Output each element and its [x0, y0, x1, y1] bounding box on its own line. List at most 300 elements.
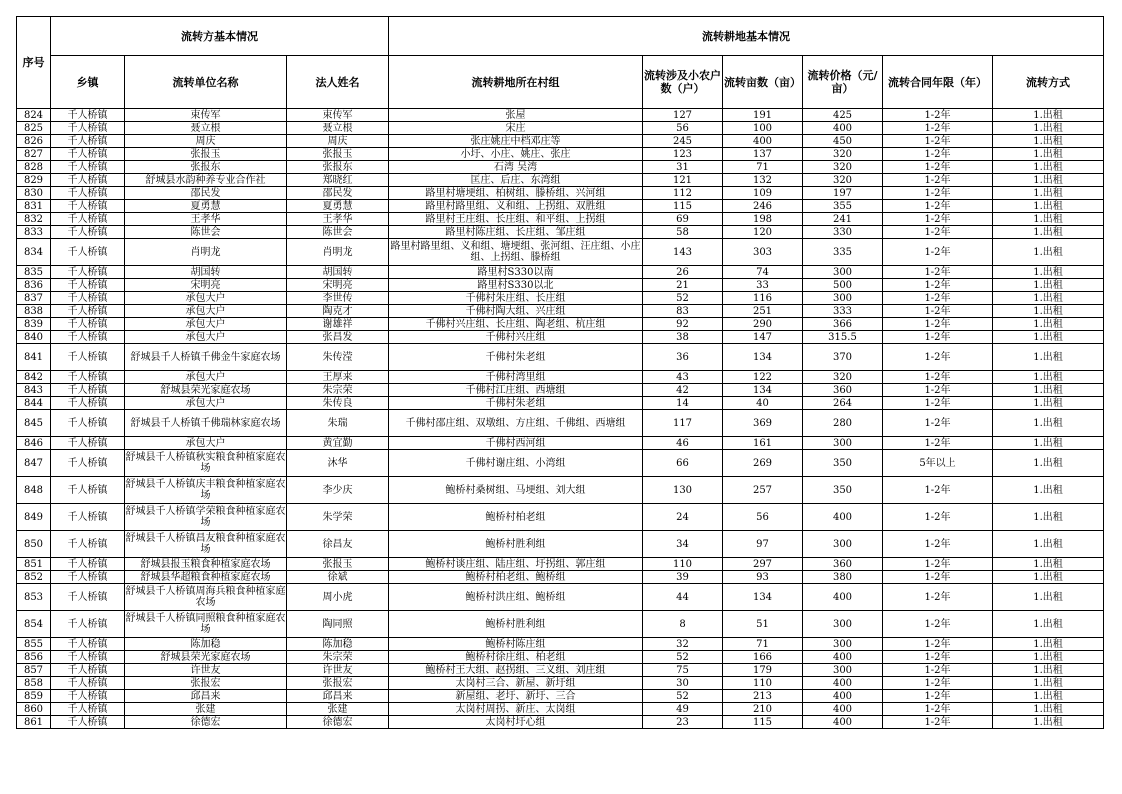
cell-term: 1-2年	[883, 677, 993, 690]
cell-term: 1-2年	[883, 690, 993, 703]
cell-term: 1-2年	[883, 611, 993, 638]
cell-unit-name: 承包大户	[125, 331, 287, 344]
cell-village-group: 千佛村朱老组	[389, 344, 643, 371]
cell-seq: 861	[17, 716, 51, 729]
cell-unit-name: 承包大户	[125, 305, 287, 318]
cell-legal-person: 许世友	[287, 664, 389, 677]
cell-township: 千人桥镇	[51, 148, 125, 161]
cell-village-group: 张庄姚庄中档邓庄等	[389, 135, 643, 148]
cell-unit-name: 舒城县报玉粮食种植家庭农场	[125, 558, 287, 571]
cell-village-group: 千佛村朱庄组、长庄组	[389, 292, 643, 305]
cell-legal-person: 张报玉	[287, 558, 389, 571]
table-row	[17, 305, 1104, 318]
cell-method: 1.出租	[993, 477, 1104, 504]
cell-seq: 858	[17, 677, 51, 690]
cell-price: 197	[803, 187, 883, 200]
cell-village-group: 千佛村西河组	[389, 437, 643, 450]
cell-price: 264	[803, 397, 883, 410]
cell-method: 1.出租	[993, 664, 1104, 677]
cell-method: 1.出租	[993, 279, 1104, 292]
table-row	[17, 187, 1104, 200]
cell-village-group: 宋庄	[389, 122, 643, 135]
cell-area: 97	[723, 531, 803, 558]
cell-method: 1.出租	[993, 148, 1104, 161]
table-row	[17, 664, 1104, 677]
cell-township: 千人桥镇	[51, 651, 125, 664]
cell-unit-name: 承包大户	[125, 371, 287, 384]
cell-households: 46	[643, 437, 723, 450]
table-row	[17, 716, 1104, 729]
cell-township: 千人桥镇	[51, 371, 125, 384]
cell-township: 千人桥镇	[51, 437, 125, 450]
table-row	[17, 161, 1104, 174]
cell-seq: 860	[17, 703, 51, 716]
cell-village-group: 千佛村江庄组、西塘组	[389, 384, 643, 397]
cell-township: 千人桥镇	[51, 200, 125, 213]
cell-households: 121	[643, 174, 723, 187]
cell-area: 297	[723, 558, 803, 571]
cell-method: 1.出租	[993, 716, 1104, 729]
cell-unit-name: 王孝华	[125, 213, 287, 226]
cell-term: 1-2年	[883, 437, 993, 450]
cell-method: 1.出租	[993, 187, 1104, 200]
cell-township: 千人桥镇	[51, 504, 125, 531]
cell-method: 1.出租	[993, 450, 1104, 477]
cell-term: 1-2年	[883, 161, 993, 174]
cell-township: 千人桥镇	[51, 558, 125, 571]
cell-seq: 845	[17, 410, 51, 437]
table-row	[17, 690, 1104, 703]
cell-area: 134	[723, 384, 803, 397]
table-row	[17, 410, 1104, 437]
cell-township: 千人桥镇	[51, 122, 125, 135]
cell-households: 43	[643, 371, 723, 384]
table-row	[17, 531, 1104, 558]
cell-unit-name: 舒城县千人桥镇秋实粮食种植家庭农场	[125, 450, 287, 477]
cell-unit-name: 舒城县华超粮食种植家庭农场	[125, 571, 287, 584]
cell-area: 251	[723, 305, 803, 318]
cell-village-group: 匡庄、后庄、东湾组	[389, 174, 643, 187]
cell-township: 千人桥镇	[51, 331, 125, 344]
cell-method: 1.出租	[993, 638, 1104, 651]
cell-term: 1-2年	[883, 344, 993, 371]
cell-households: 36	[643, 344, 723, 371]
cell-seq: 843	[17, 384, 51, 397]
cell-price: 500	[803, 279, 883, 292]
table-row	[17, 477, 1104, 504]
cell-legal-person: 李世传	[287, 292, 389, 305]
cell-term: 1-2年	[883, 174, 993, 187]
cell-village-group: 小圩、小庄、姚庄、张庄	[389, 148, 643, 161]
table-row	[17, 266, 1104, 279]
cell-households: 42	[643, 384, 723, 397]
cell-township: 千人桥镇	[51, 109, 125, 122]
cell-seq: 847	[17, 450, 51, 477]
cell-seq: 831	[17, 200, 51, 213]
cell-township: 千人桥镇	[51, 397, 125, 410]
cell-seq: 838	[17, 305, 51, 318]
cell-price: 333	[803, 305, 883, 318]
table-row	[17, 450, 1104, 477]
cell-legal-person: 邵民发	[287, 187, 389, 200]
cell-legal-person: 徐斌	[287, 571, 389, 584]
cell-township: 千人桥镇	[51, 664, 125, 677]
cell-price: 450	[803, 135, 883, 148]
cell-term: 1-2年	[883, 135, 993, 148]
cell-unit-name: 承包大户	[125, 292, 287, 305]
cell-method: 1.出租	[993, 331, 1104, 344]
cell-area: 198	[723, 213, 803, 226]
cell-price: 300	[803, 531, 883, 558]
table-row	[17, 279, 1104, 292]
table-row	[17, 239, 1104, 266]
cell-village-group: 千佛村谢庄组、小湾组	[389, 450, 643, 477]
cell-term: 1-2年	[883, 279, 993, 292]
cell-legal-person: 陶同照	[287, 611, 389, 638]
cell-area: 93	[723, 571, 803, 584]
cell-term: 1-2年	[883, 213, 993, 226]
cell-village-group: 路里村路里组、义和组、塘埂组、张河组、汪庄组、小庄组、上拐组、滕桥组	[389, 239, 643, 266]
cell-legal-person: 张建	[287, 703, 389, 716]
table-row	[17, 135, 1104, 148]
cell-unit-name: 舒城县千人桥镇千佛金牛家庭农场	[125, 344, 287, 371]
cell-seq: 849	[17, 504, 51, 531]
cell-unit-name: 承包大户	[125, 437, 287, 450]
cell-price: 400	[803, 584, 883, 611]
header-legal-person: 法人姓名	[287, 56, 389, 109]
cell-township: 千人桥镇	[51, 584, 125, 611]
cell-village-group: 鲍桥村陈庄组	[389, 638, 643, 651]
cell-seq: 840	[17, 331, 51, 344]
cell-unit-name: 舒城县千人桥镇学荣粮食种植家庭农场	[125, 504, 287, 531]
cell-area: 134	[723, 584, 803, 611]
cell-method: 1.出租	[993, 397, 1104, 410]
cell-method: 1.出租	[993, 174, 1104, 187]
header-households: 流转涉及小农户数（户）	[643, 56, 723, 109]
cell-term: 1-2年	[883, 187, 993, 200]
cell-unit-name: 聂立根	[125, 122, 287, 135]
cell-legal-person: 王厚来	[287, 371, 389, 384]
cell-area: 109	[723, 187, 803, 200]
cell-seq: 848	[17, 477, 51, 504]
cell-township: 千人桥镇	[51, 161, 125, 174]
cell-price: 425	[803, 109, 883, 122]
cell-area: 179	[723, 664, 803, 677]
cell-seq: 839	[17, 318, 51, 331]
cell-legal-person: 周庆	[287, 135, 389, 148]
cell-township: 千人桥镇	[51, 690, 125, 703]
table-row	[17, 584, 1104, 611]
cell-legal-person: 朱学荣	[287, 504, 389, 531]
cell-method: 1.出租	[993, 161, 1104, 174]
cell-area: 210	[723, 703, 803, 716]
cell-households: 83	[643, 305, 723, 318]
cell-method: 1.出租	[993, 504, 1104, 531]
cell-method: 1.出租	[993, 690, 1104, 703]
cell-method: 1.出租	[993, 384, 1104, 397]
cell-price: 320	[803, 161, 883, 174]
cell-legal-person: 朱宗荣	[287, 384, 389, 397]
cell-village-group: 鲍桥村胜利组	[389, 611, 643, 638]
cell-households: 66	[643, 450, 723, 477]
cell-unit-name: 舒城县水韵种养专业合作社	[125, 174, 287, 187]
header-seq: 序号	[17, 17, 51, 109]
cell-unit-name: 张报宏	[125, 677, 287, 690]
cell-village-group: 路里村塘埂组、柏树组、滕桥组、兴河组	[389, 187, 643, 200]
cell-households: 23	[643, 716, 723, 729]
table-row	[17, 318, 1104, 331]
cell-price: 400	[803, 716, 883, 729]
cell-legal-person: 朱传良	[287, 397, 389, 410]
cell-price: 280	[803, 410, 883, 437]
table-row	[17, 122, 1104, 135]
cell-legal-person: 宋明亮	[287, 279, 389, 292]
cell-unit-name: 舒城县千人桥镇周海兵粮食种植家庭农场	[125, 584, 287, 611]
cell-seq: 835	[17, 266, 51, 279]
cell-village-group: 鲍桥村谈庄组、陆庄组、圩拐组、郭庄组	[389, 558, 643, 571]
cell-seq: 852	[17, 571, 51, 584]
cell-households: 49	[643, 703, 723, 716]
cell-method: 1.出租	[993, 344, 1104, 371]
header-group-transferee: 流转方基本情况	[51, 17, 389, 56]
cell-area: 134	[723, 344, 803, 371]
cell-unit-name: 舒城县千人桥镇庆丰粮食种植家庭农场	[125, 477, 287, 504]
header-unit-name: 流转单位名称	[125, 56, 287, 109]
header-price: 流转价格（元/亩）	[803, 56, 883, 109]
cell-seq: 855	[17, 638, 51, 651]
cell-method: 1.出租	[993, 437, 1104, 450]
cell-seq: 841	[17, 344, 51, 371]
cell-unit-name: 束传军	[125, 109, 287, 122]
cell-legal-person: 陈世会	[287, 226, 389, 239]
cell-term: 1-2年	[883, 109, 993, 122]
cell-term: 1-2年	[883, 331, 993, 344]
cell-method: 1.出租	[993, 611, 1104, 638]
cell-households: 58	[643, 226, 723, 239]
table-body	[17, 109, 1104, 729]
cell-area: 122	[723, 371, 803, 384]
cell-term: 1-2年	[883, 371, 993, 384]
cell-term: 1-2年	[883, 239, 993, 266]
cell-term: 1-2年	[883, 226, 993, 239]
cell-method: 1.出租	[993, 109, 1104, 122]
cell-village-group: 千佛村朱老组	[389, 397, 643, 410]
cell-seq: 837	[17, 292, 51, 305]
cell-seq: 846	[17, 437, 51, 450]
cell-township: 千人桥镇	[51, 305, 125, 318]
cell-township: 千人桥镇	[51, 716, 125, 729]
cell-households: 69	[643, 213, 723, 226]
cell-township: 千人桥镇	[51, 213, 125, 226]
cell-seq: 851	[17, 558, 51, 571]
cell-term: 1-2年	[883, 410, 993, 437]
cell-village-group: 千佛村陶大组、兴庄组	[389, 305, 643, 318]
cell-seq: 829	[17, 174, 51, 187]
cell-unit-name: 承包大户	[125, 318, 287, 331]
table-row	[17, 437, 1104, 450]
cell-legal-person: 沐华	[287, 450, 389, 477]
cell-price: 315.5	[803, 331, 883, 344]
cell-legal-person: 邱昌来	[287, 690, 389, 703]
cell-area: 137	[723, 148, 803, 161]
cell-price: 300	[803, 664, 883, 677]
cell-area: 191	[723, 109, 803, 122]
table-row	[17, 371, 1104, 384]
cell-village-group: 鲍桥村王大组、赵拐组、三义组、刘庄组	[389, 664, 643, 677]
cell-unit-name: 邱昌来	[125, 690, 287, 703]
cell-price: 350	[803, 450, 883, 477]
cell-seq: 826	[17, 135, 51, 148]
cell-township: 千人桥镇	[51, 344, 125, 371]
cell-seq: 830	[17, 187, 51, 200]
cell-households: 30	[643, 677, 723, 690]
cell-seq: 842	[17, 371, 51, 384]
cell-village-group: 路里村路里组、义和组、上拐组、双胜组	[389, 200, 643, 213]
cell-households: 92	[643, 318, 723, 331]
cell-village-group: 鲍桥村柏老组	[389, 504, 643, 531]
cell-village-group: 太岗村圩心组	[389, 716, 643, 729]
cell-area: 147	[723, 331, 803, 344]
cell-seq: 825	[17, 122, 51, 135]
cell-households: 26	[643, 266, 723, 279]
header-village-group: 流转耕地所在村组	[389, 56, 643, 109]
cell-seq: 833	[17, 226, 51, 239]
table-row	[17, 558, 1104, 571]
cell-legal-person: 聂立根	[287, 122, 389, 135]
cell-method: 1.出租	[993, 292, 1104, 305]
cell-township: 千人桥镇	[51, 279, 125, 292]
table-row	[17, 611, 1104, 638]
cell-term: 1-2年	[883, 504, 993, 531]
cell-term: 1-2年	[883, 477, 993, 504]
cell-price: 400	[803, 122, 883, 135]
cell-village-group: 张屋	[389, 109, 643, 122]
cell-households: 115	[643, 200, 723, 213]
cell-term: 1-2年	[883, 384, 993, 397]
cell-village-group: 鲍桥村徐庄组、柏老组	[389, 651, 643, 664]
cell-households: 44	[643, 584, 723, 611]
cell-households: 24	[643, 504, 723, 531]
cell-village-group: 路里村王庄组、长庄组、和平组、上拐组	[389, 213, 643, 226]
cell-area: 213	[723, 690, 803, 703]
cell-households: 245	[643, 135, 723, 148]
cell-unit-name: 舒城县千人桥镇昌友粮食种植家庭农场	[125, 531, 287, 558]
cell-term: 1-2年	[883, 318, 993, 331]
cell-households: 21	[643, 279, 723, 292]
cell-method: 1.出租	[993, 226, 1104, 239]
table-row	[17, 292, 1104, 305]
header-group-land: 流转耕地基本情况	[389, 17, 1104, 56]
table-row	[17, 174, 1104, 187]
header-term: 流转合同年限（年）	[883, 56, 993, 109]
cell-area: 400	[723, 135, 803, 148]
cell-method: 1.出租	[993, 213, 1104, 226]
cell-area: 74	[723, 266, 803, 279]
cell-method: 1.出租	[993, 677, 1104, 690]
cell-area: 246	[723, 200, 803, 213]
cell-township: 千人桥镇	[51, 384, 125, 397]
cell-township: 千人桥镇	[51, 266, 125, 279]
cell-households: 34	[643, 531, 723, 558]
cell-unit-name: 徐德宏	[125, 716, 287, 729]
cell-legal-person: 张昌发	[287, 331, 389, 344]
cell-village-group: 鲍桥村桑树组、马埂组、刘大组	[389, 477, 643, 504]
cell-term: 1-2年	[883, 122, 993, 135]
cell-legal-person: 黄宜勤	[287, 437, 389, 450]
table-row	[17, 703, 1104, 716]
cell-unit-name: 陈世会	[125, 226, 287, 239]
cell-households: 75	[643, 664, 723, 677]
header-area: 流转亩数（亩）	[723, 56, 803, 109]
cell-term: 1-2年	[883, 571, 993, 584]
cell-method: 1.出租	[993, 200, 1104, 213]
cell-legal-person: 周小虎	[287, 584, 389, 611]
cell-households: 123	[643, 148, 723, 161]
cell-area: 71	[723, 638, 803, 651]
cell-method: 1.出租	[993, 266, 1104, 279]
cell-legal-person: 束传军	[287, 109, 389, 122]
cell-township: 千人桥镇	[51, 239, 125, 266]
cell-township: 千人桥镇	[51, 611, 125, 638]
cell-legal-person: 夏勇慧	[287, 200, 389, 213]
cell-term: 1-2年	[883, 397, 993, 410]
cell-village-group: 石湾 吴湾	[389, 161, 643, 174]
cell-legal-person: 陶克才	[287, 305, 389, 318]
cell-unit-name: 宋明亮	[125, 279, 287, 292]
cell-township: 千人桥镇	[51, 450, 125, 477]
cell-households: 143	[643, 239, 723, 266]
cell-area: 115	[723, 716, 803, 729]
cell-legal-person: 胡国转	[287, 266, 389, 279]
cell-seq: 857	[17, 664, 51, 677]
cell-village-group: 鲍桥村柏老组、鲍桥组	[389, 571, 643, 584]
cell-legal-person: 朱宗荣	[287, 651, 389, 664]
cell-township: 千人桥镇	[51, 703, 125, 716]
cell-township: 千人桥镇	[51, 292, 125, 305]
cell-method: 1.出租	[993, 571, 1104, 584]
cell-area: 132	[723, 174, 803, 187]
cell-term: 1-2年	[883, 664, 993, 677]
cell-township: 千人桥镇	[51, 477, 125, 504]
cell-method: 1.出租	[993, 410, 1104, 437]
cell-households: 130	[643, 477, 723, 504]
cell-unit-name: 夏勇慧	[125, 200, 287, 213]
cell-unit-name: 舒城县千人桥镇千佛瑞林家庭农场	[125, 410, 287, 437]
cell-price: 241	[803, 213, 883, 226]
cell-unit-name: 张报东	[125, 161, 287, 174]
cell-price: 360	[803, 558, 883, 571]
cell-village-group: 新屋组、老圩、新圩、三合	[389, 690, 643, 703]
cell-price: 400	[803, 677, 883, 690]
cell-households: 31	[643, 161, 723, 174]
cell-township: 千人桥镇	[51, 187, 125, 200]
cell-unit-name: 肖明龙	[125, 239, 287, 266]
cell-unit-name: 张建	[125, 703, 287, 716]
cell-households: 110	[643, 558, 723, 571]
cell-village-group: 千佛村兴庄组、长庄组、陶老组、杭庄组	[389, 318, 643, 331]
table-row	[17, 638, 1104, 651]
cell-term: 1-2年	[883, 305, 993, 318]
land-transfer-table	[16, 16, 1104, 729]
cell-households: 117	[643, 410, 723, 437]
cell-township: 千人桥镇	[51, 135, 125, 148]
cell-area: 269	[723, 450, 803, 477]
cell-price: 330	[803, 226, 883, 239]
table-row	[17, 397, 1104, 410]
cell-township: 千人桥镇	[51, 226, 125, 239]
cell-method: 1.出租	[993, 584, 1104, 611]
cell-term: 1-2年	[883, 531, 993, 558]
